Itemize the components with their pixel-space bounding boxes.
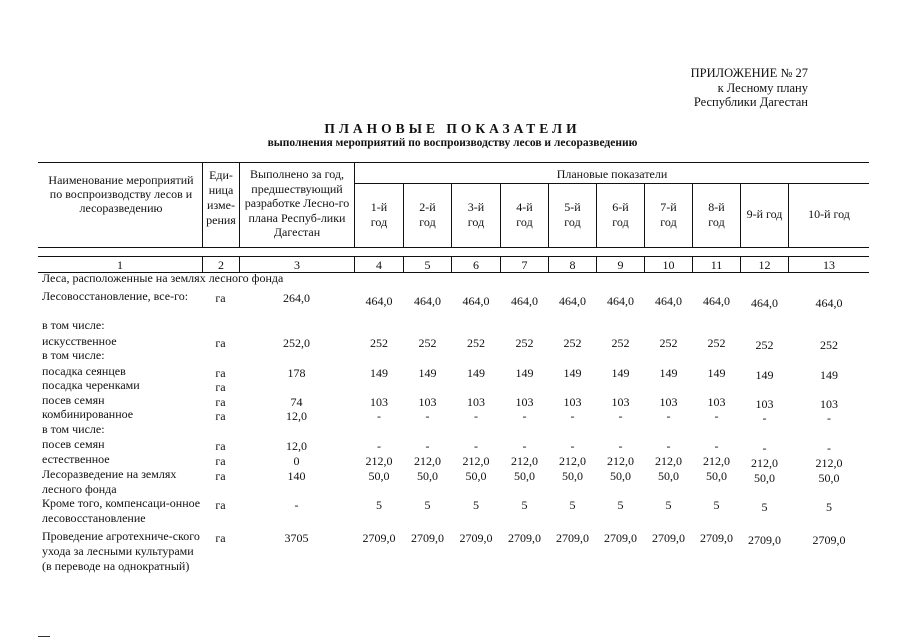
- row-year-1-value: 50,0: [368, 469, 390, 483]
- row-year-8-value: 212,0: [703, 454, 730, 468]
- row-done-value: 140: [287, 469, 306, 483]
- header-year-1: 1-й год: [370, 200, 388, 229]
- row-activity-name: комбинированное: [42, 407, 134, 421]
- row-year-2-value: 103: [418, 395, 437, 409]
- row-activity-name: Леса, расположенные на землях лесного фонда: [42, 271, 284, 285]
- row-year-3-value: 5: [473, 498, 479, 512]
- row-year-7-value: 252: [659, 336, 678, 350]
- row-year-1-value: 103: [370, 395, 388, 409]
- numbers-top-border: [38, 256, 869, 257]
- row-year-6-value: 464,0: [607, 294, 634, 308]
- row-year-1-value: 464,0: [365, 294, 393, 308]
- col-divider: [239, 162, 240, 247]
- row-year-2-value: 149: [418, 366, 437, 380]
- row-year-7-value: 149: [659, 366, 678, 380]
- row-year-8-value: 2709,0: [700, 531, 733, 545]
- row-year-2-value: 50,0: [417, 469, 438, 483]
- row-year-1-value: 212,0: [365, 454, 393, 468]
- appendix-line-1: ПРИЛОЖЕНИЕ № 27: [690, 66, 808, 80]
- header-year-7: 7-й год: [660, 200, 677, 229]
- row-activity-name: искусственное: [42, 334, 117, 348]
- row-year-9-value: 103: [755, 397, 774, 411]
- row-unit: га: [215, 498, 226, 512]
- row-year-1-value: 149: [370, 366, 388, 380]
- row-done-value: 12,0: [286, 439, 307, 453]
- row-year-9-value: 252: [755, 338, 774, 352]
- column-number-4: 4: [376, 258, 382, 272]
- table-top-border: [38, 162, 869, 163]
- row-unit: га: [215, 469, 226, 483]
- row-year-5-value: 5: [569, 498, 576, 512]
- row-year-5-value: -: [570, 439, 575, 453]
- row-year-7-value: -: [666, 439, 671, 453]
- row-unit: га: [215, 454, 226, 468]
- row-year-5-value: 212,0: [559, 454, 586, 468]
- row-activity-name: в том числе:: [42, 318, 105, 332]
- row-year-2-value: 2709,0: [411, 531, 444, 545]
- row-year-5-value: 252: [563, 336, 582, 350]
- row-done-value: 3705: [284, 531, 309, 545]
- row-year-4-value: 252: [515, 336, 534, 350]
- row-unit: га: [215, 291, 226, 305]
- row-year-8-value: -: [714, 409, 719, 423]
- row-year-5-value: -: [570, 409, 575, 423]
- document-title: ПЛАНОВЫЕ ПОКАЗАТЕЛИ: [324, 121, 581, 136]
- row-year-10-value: 252: [820, 338, 838, 352]
- appendix-line-3: Республики Дагестан: [693, 95, 808, 109]
- header-year-5: 5-й год: [564, 200, 581, 229]
- row-year-2-value: 464,0: [414, 294, 441, 308]
- row-done-value: 12,0: [286, 409, 307, 423]
- row-year-3-value: -: [474, 409, 478, 423]
- row-year-6-value: 252: [611, 336, 630, 350]
- row-year-2-value: 212,0: [414, 454, 441, 468]
- row-year-6-value: -: [618, 409, 623, 423]
- row-year-4-value: -: [522, 439, 527, 453]
- header-year-6: 6-й год: [612, 200, 629, 229]
- row-activity-name: посадка сеянцев: [42, 364, 126, 378]
- header-year-8: 8-й год: [708, 200, 725, 229]
- row-done-value: 74: [290, 395, 303, 409]
- row-year-7-value: -: [666, 409, 671, 423]
- row-year-4-value: 50,0: [514, 469, 535, 483]
- row-year-3-value: 252: [467, 336, 485, 350]
- row-year-3-value: -: [474, 439, 478, 453]
- row-done-value: 0: [293, 454, 300, 468]
- header-year-3: 3-й год: [467, 200, 485, 229]
- header-planned-indicators: Плановые показатели: [556, 167, 668, 181]
- row-unit: га: [215, 439, 226, 453]
- row-year-9-value: 212,0: [751, 456, 778, 470]
- row-year-7-value: 212,0: [655, 454, 682, 468]
- column-number-1: 1: [117, 258, 123, 272]
- row-year-3-value: 149: [467, 366, 485, 380]
- row-year-4-value: 464,0: [511, 294, 538, 308]
- row-year-3-value: 103: [467, 395, 485, 409]
- row-year-4-value: 2709,0: [508, 531, 541, 545]
- row-year-7-value: 464,0: [655, 294, 682, 308]
- row-unit: га: [215, 380, 226, 394]
- row-year-8-value: 5: [713, 498, 720, 512]
- header-bottom-border: [38, 247, 869, 248]
- column-number-2: 2: [218, 258, 224, 272]
- row-year-8-value: 149: [707, 366, 726, 380]
- row-year-9-value: 5: [761, 500, 768, 514]
- row-activity-name: Кроме того, компенсаци-онное лесовосстановление: [42, 496, 201, 525]
- column-number-10: 10: [662, 258, 675, 272]
- row-unit: га: [215, 366, 226, 380]
- row-year-1-value: -: [377, 409, 381, 423]
- row-year-4-value: 149: [515, 366, 534, 380]
- row-year-10-value: 5: [826, 500, 832, 514]
- row-unit: га: [215, 336, 226, 350]
- row-year-9-value: 149: [755, 368, 774, 382]
- row-year-8-value: 252: [707, 336, 726, 350]
- row-year-10-value: 464,0: [815, 296, 843, 310]
- row-activity-name: посев семян: [42, 393, 105, 407]
- row-year-6-value: 50,0: [610, 469, 631, 483]
- row-activity-name: Лесоразведение на землях лесного фонда: [42, 467, 177, 496]
- row-year-10-value: -: [827, 411, 831, 425]
- row-year-3-value: 2709,0: [459, 531, 493, 545]
- row-year-9-value: -: [762, 441, 767, 455]
- row-year-8-value: 103: [707, 395, 726, 409]
- row-year-9-value: 50,0: [754, 471, 775, 485]
- row-activity-name: в том числе:: [42, 422, 105, 436]
- row-year-10-value: -: [827, 441, 831, 455]
- row-unit: га: [215, 395, 226, 409]
- row-year-2-value: 252: [418, 336, 437, 350]
- row-year-2-value: -: [425, 439, 430, 453]
- row-activity-name: посадка черенками: [42, 378, 140, 392]
- row-year-5-value: 149: [563, 366, 582, 380]
- row-year-8-value: -: [714, 439, 719, 453]
- row-year-5-value: 50,0: [562, 469, 583, 483]
- row-year-6-value: 103: [611, 395, 630, 409]
- column-number-9: 9: [617, 258, 624, 272]
- row-year-6-value: 5: [617, 498, 624, 512]
- row-year-10-value: 2709,0: [812, 533, 846, 547]
- row-year-4-value: 212,0: [511, 454, 538, 468]
- header-year-10: 10-й год: [808, 207, 850, 221]
- header-unit: Еди-ница изме-рения: [206, 168, 236, 227]
- column-number-7: 7: [521, 258, 528, 272]
- row-year-7-value: 2709,0: [652, 531, 685, 545]
- row-year-5-value: 103: [563, 395, 582, 409]
- page-mark: [38, 636, 50, 637]
- row-year-9-value: -: [762, 411, 767, 425]
- row-year-3-value: 464,0: [462, 294, 490, 308]
- row-year-6-value: 149: [611, 366, 630, 380]
- row-unit: га: [215, 531, 226, 545]
- row-year-1-value: 2709,0: [362, 531, 396, 545]
- column-number-13: 13: [823, 258, 835, 272]
- column-number-5: 5: [424, 258, 431, 272]
- row-year-3-value: 50,0: [465, 469, 487, 483]
- row-done-value: -: [294, 498, 299, 512]
- row-year-10-value: 212,0: [815, 456, 843, 470]
- row-year-9-value: 2709,0: [748, 533, 781, 547]
- header-year-4: 4-й год: [516, 200, 533, 229]
- row-activity-name: посев семян: [42, 437, 105, 451]
- column-number-8: 8: [569, 258, 576, 272]
- row-year-1-value: 252: [370, 336, 388, 350]
- row-year-10-value: 149: [820, 368, 838, 382]
- row-done-value: 178: [287, 366, 306, 380]
- row-year-6-value: -: [618, 439, 623, 453]
- column-number-3: 3: [294, 258, 300, 272]
- row-year-1-value: -: [377, 439, 381, 453]
- document-subtitle: выполнения мероприятий по воспроизводству лесов и лесоразведению: [267, 137, 638, 149]
- row-unit: га: [215, 409, 226, 423]
- row-year-10-value: 103: [820, 397, 838, 411]
- row-year-6-value: 212,0: [607, 454, 634, 468]
- header-activity-name: Наименование мероприятий по воспроизводству лесов и лесоразведению: [48, 173, 194, 215]
- row-year-2-value: -: [425, 409, 430, 423]
- row-year-9-value: 464,0: [751, 296, 778, 310]
- row-year-1-value: 5: [376, 498, 382, 512]
- row-activity-name: естественное: [42, 452, 110, 466]
- row-done-value: 252,0: [283, 336, 310, 350]
- row-activity-name: в том числе:: [42, 348, 105, 362]
- row-year-4-value: 5: [521, 498, 528, 512]
- appendix-line-2: к Лесному плану: [717, 80, 808, 95]
- row-year-4-value: 103: [515, 395, 534, 409]
- row-year-6-value: 2709,0: [604, 531, 637, 545]
- row-year-5-value: 464,0: [559, 294, 586, 308]
- row-year-7-value: 103: [659, 395, 678, 409]
- row-activity-name: Лесовосстановление, все-го:: [42, 289, 189, 303]
- row-year-8-value: 50,0: [706, 469, 727, 483]
- row-year-10-value: 50,0: [818, 471, 840, 485]
- row-year-3-value: 212,0: [462, 454, 490, 468]
- header-done-prev-year: Выполнено за год, предшествующий разработке Лесно-го плана Респуб-лики Дагестан: [244, 167, 350, 239]
- column-number-12: 12: [758, 258, 771, 272]
- row-activity-name: Проведение агротехниче-ского ухода за лесными культурами (в переводе на однократный): [42, 529, 200, 573]
- header-year-9: 9-й год: [746, 207, 783, 221]
- row-done-value: 264,0: [283, 291, 310, 305]
- row-year-2-value: 5: [424, 498, 431, 512]
- column-number-11: 11: [710, 258, 723, 272]
- row-year-7-value: 50,0: [658, 469, 679, 483]
- planned-header-underline: [354, 183, 869, 184]
- row-year-8-value: 464,0: [703, 294, 730, 308]
- header-year-2: 2-й год: [419, 200, 436, 229]
- row-year-7-value: 5: [665, 498, 672, 512]
- row-year-5-value: 2709,0: [556, 531, 589, 545]
- column-number-6: 6: [473, 258, 479, 272]
- row-year-4-value: -: [522, 409, 527, 423]
- appendix-heading: [691, 66, 808, 110]
